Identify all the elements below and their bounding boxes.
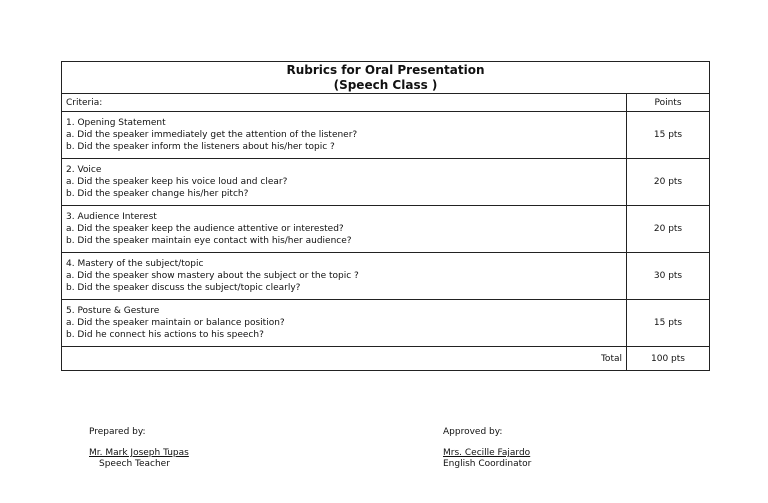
criterion-points: 30 pts xyxy=(627,253,710,300)
criterion-question-b: b. Did the speaker maintain eye contact with his/her audience? xyxy=(66,236,352,246)
header-row xyxy=(62,94,710,112)
criterion-cell xyxy=(62,112,627,159)
criterion-points: 20 pts xyxy=(627,206,710,253)
criterion-points: 15 pts xyxy=(627,112,710,159)
criterion-cell xyxy=(62,159,627,206)
criterion-question-b: b. Did the speaker change his/her pitch? xyxy=(66,189,249,199)
criterion-row xyxy=(62,206,710,253)
criterion-row xyxy=(62,300,710,347)
criterion-heading: 3. Audience Interest xyxy=(66,212,157,222)
document-title: Rubrics for Oral Presentation xyxy=(286,62,485,77)
rubric-sheet xyxy=(61,61,709,371)
points-header: Points xyxy=(627,94,710,112)
approved-by-role: English Coordinator xyxy=(443,459,532,469)
criterion-question-a: a. Did the speaker show mastery about the subject or the topic ? xyxy=(66,271,359,281)
criterion-heading: 2. Voice xyxy=(66,165,102,175)
criterion-points: 20 pts xyxy=(627,159,710,206)
criterion-question-b: b. Did he connect his actions to his speech? xyxy=(66,330,264,340)
total-points: 100 pts xyxy=(627,347,710,371)
total-label: Total xyxy=(62,347,627,371)
prepared-by-role: Speech Teacher xyxy=(99,459,170,469)
document-subtitle: (Speech Class ) xyxy=(333,77,438,92)
criterion-cell xyxy=(62,300,627,347)
criterion-question-a: a. Did the speaker immediately get the attention of the listener? xyxy=(66,130,358,140)
criterion-row xyxy=(62,253,710,300)
prepared-by-label: Prepared by: xyxy=(89,427,146,437)
prepared-by-name: Mr. Mark Joseph Tupas xyxy=(89,448,189,458)
criterion-row xyxy=(62,159,710,206)
criterion-question-a: a. Did the speaker keep the audience attentive or interested? xyxy=(66,224,344,234)
criterion-points: 15 pts xyxy=(627,300,710,347)
criterion-question-a: a. Did the speaker keep his voice loud and clear? xyxy=(66,177,288,187)
approved-by-block xyxy=(443,427,531,470)
criterion-heading: 5. Posture & Gesture xyxy=(66,306,160,316)
approved-by-name: Mrs. Cecille Fajardo xyxy=(443,448,531,458)
rubric-table xyxy=(61,61,710,371)
title-cell xyxy=(62,62,710,94)
approved-by-label: Approved by: xyxy=(443,427,503,437)
criterion-question-a: a. Did the speaker maintain or balance position? xyxy=(66,318,285,328)
criterion-cell xyxy=(62,206,627,253)
criterion-cell xyxy=(62,253,627,300)
criterion-heading: 1. Opening Statement xyxy=(66,118,166,128)
criterion-heading: 4. Mastery of the subject/topic xyxy=(66,259,204,269)
criterion-question-b: b. Did the speaker inform the listeners about his/her topic ? xyxy=(66,142,335,152)
criterion-row xyxy=(62,112,710,159)
prepared-by-block xyxy=(89,427,189,470)
total-row xyxy=(62,347,710,371)
criteria-header: Criteria: xyxy=(62,94,627,112)
title-row xyxy=(62,62,710,94)
criterion-question-b: b. Did the speaker discuss the subject/topic clearly? xyxy=(66,283,301,293)
